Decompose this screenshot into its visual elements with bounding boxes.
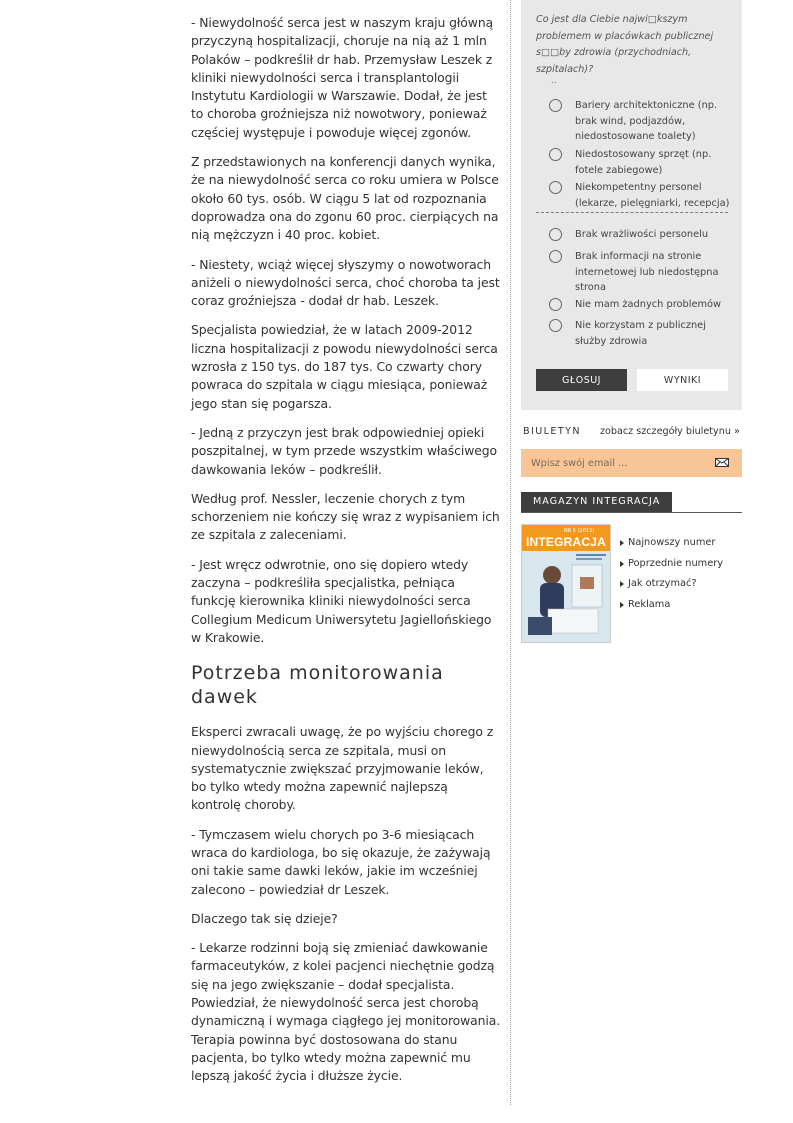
triangle-right-icon	[620, 540, 624, 546]
article-paragraph: - Niewydolność serca jest w naszym kraju główną przyczyną hospitalizacji, choruje na nią aż 1 mln Polaków – podkreślił dr hab. Przemysław Leszek z kliniki niewydolności serca i transplantologii Instytutu Kardiologii w Warszawie. Dodał, że jest to choroba groźniejsza niż nowotwory, ponieważ częściej występuje i powoduje więcej zgonów.	[191, 15, 494, 140]
radio-icon[interactable]	[549, 148, 562, 161]
poll-widget	[521, 0, 742, 410]
section-heading: Potrzeba monitorowania dawek	[191, 662, 444, 709]
article-paragraph: - Jedną z przyczyn jest brak odpowiedniej opieki poszpitalnej, w tym przede wszystkim właściwego dawkowania leków – podkreślił.	[191, 424, 498, 477]
poll-option-label: Niekompetentny personel (lekarze, pielęgniarki, recepcja)	[575, 182, 730, 209]
magazine-link-ads[interactable]	[620, 595, 723, 616]
magazine-header	[521, 492, 742, 513]
triangle-right-icon	[620, 581, 624, 587]
magazine-cover-masthead: NR 5 (2013)	[564, 528, 595, 534]
newsletter-label: BIULETYN	[523, 426, 581, 437]
article-paragraph: Specjalista powiedział, że w latach 2009-2012 liczna hospitalizacji z powodu niewydolności serca wzrosła z 150 tys. do 187 tys. Co czwarty chory powraca do szpitala w ciągu miesiąca, ponieważ jego stan się pogarsza.	[191, 322, 498, 411]
poll-question: Co jest dla Ciebie najwi□kszym problemem w placówkach publicznej s□□by zdrowia (przychodniach, szpitalach)?	[536, 14, 714, 75]
article-paragraph: Według prof. Nessler, leczenie chorych z tym schorzeniem nie kończy się wraz z wypisaniem ich ze szpitala z zaleceniami.	[191, 490, 500, 543]
article-paragraph: - Jest wręcz odwrotnie, ono się dopiero wtedy zaczyna – podkreśliła specjalistka, pełniąca funkcję kierownika kliniki niewydolności serca Collegium Medicum Uniwersytetu Jagiellońskiego w Krakowie.	[191, 556, 492, 645]
magazine-link-label: Najnowszy numer	[628, 537, 716, 548]
triangle-right-icon	[620, 602, 624, 608]
vote-button[interactable]: GŁOSUJ	[536, 369, 627, 391]
poll-dots: ..	[551, 76, 557, 86]
poll-separator	[536, 212, 728, 213]
article-paragraph: - Niestety, wciąż więcej słyszymy o nowotworach aniżeli o niewydolności serca, choć choroba ta jest coraz groźniejsza - dodał dr hab. Leszek.	[191, 256, 500, 309]
newsletter-form	[521, 449, 742, 477]
magazine-link-label: Jak otrzymać?	[628, 578, 697, 590]
triangle-right-icon	[620, 561, 624, 567]
email-field[interactable]	[521, 449, 701, 477]
column-divider	[510, 0, 511, 1105]
magazine-link-latest[interactable]	[620, 533, 723, 554]
magazine-link-previous[interactable]	[620, 554, 723, 575]
poll-option-label: Brak informacji na stronie internetowej lub niedostępna strona	[575, 251, 719, 293]
article-paragraph: Dlaczego tak się dzieje?	[191, 910, 338, 926]
magazine-link-label: Reklama	[628, 599, 671, 611]
article-paragraph: Z przedstawionych na konferencji danych wynika, że na niewydolność serca co roku umiera w Polsce około 60 tys. osób. W ciągu 5 lat od rozpoznania doprowadza ona do zgonu 60 proc. cierpiących na nią mężczyzn i 40 proc. kobiet.	[191, 154, 499, 243]
radio-icon[interactable]	[549, 181, 562, 194]
radio-icon[interactable]	[549, 298, 562, 311]
poll-option-label: Niedostosowany sprzęt (np. fotele zabiegowe)	[575, 149, 712, 176]
radio-icon[interactable]	[549, 250, 562, 263]
poll-option-label: Nie mam żadnych problemów	[575, 299, 722, 310]
magazine-links	[620, 533, 723, 616]
results-button[interactable]: WYNIKI	[637, 369, 728, 391]
radio-icon[interactable]	[549, 228, 562, 241]
magazine-link-how-to-get[interactable]	[620, 574, 723, 595]
radio-icon[interactable]	[549, 99, 562, 112]
article-paragraph: Eksperci zwracali uwagę, że po wyjściu chorego z niewydolnością serca ze szpitala, musi on systematycznie zwiększać przyjmowanie leków, bo tylko wtedy można zapewnić najlepszą kontrolę choroby.	[191, 724, 494, 813]
article-body	[191, 14, 501, 1097]
poll-option-label: Brak wrażliwości personelu	[575, 229, 709, 240]
article-paragraph: - Tymczasem wielu chorych po 3-6 miesiącach wraca do kardiologa, bo się okazuje, że zażywają oni takie same dawki leków, jakie im wcześniej zalecono – powiedział dr Leszek.	[191, 826, 491, 897]
magazine-title: MAGAZYN INTEGRACJA	[521, 492, 672, 512]
magazine-cover-title: INTEGRACJA	[526, 535, 607, 549]
envelope-icon[interactable]	[715, 458, 729, 467]
magazine-cover[interactable]	[521, 524, 611, 643]
radio-icon[interactable]	[549, 319, 562, 332]
poll-option-label: Bariery architektoniczne (np. brak wind, podjazdów, niedostosowane toalety)	[575, 100, 718, 142]
poll-option-label: Nie korzystam z publicznej służby zdrowia	[575, 320, 706, 347]
magazine-link-label: Poprzednie numery	[628, 557, 724, 569]
newsletter-details-link[interactable]: zobacz szczegóły biuletynu »	[600, 426, 740, 437]
article-paragraph: - Lekarze rodzinni boją się zmieniać dawkowanie farmaceutyków, z kolei pacjenci niechętnie godzą się na jego zwiększanie – dodał specjalista. Powiedział, że niewydolność serca jest chorobą dynamiczną i wymaga ciągłego jej monitorowania. Terapia powinna być dostosowana do stanu pacjenta, bo tylko wtedy można zapewnić mu lepszą jakość życia i dłuższe życie.	[191, 940, 501, 1084]
